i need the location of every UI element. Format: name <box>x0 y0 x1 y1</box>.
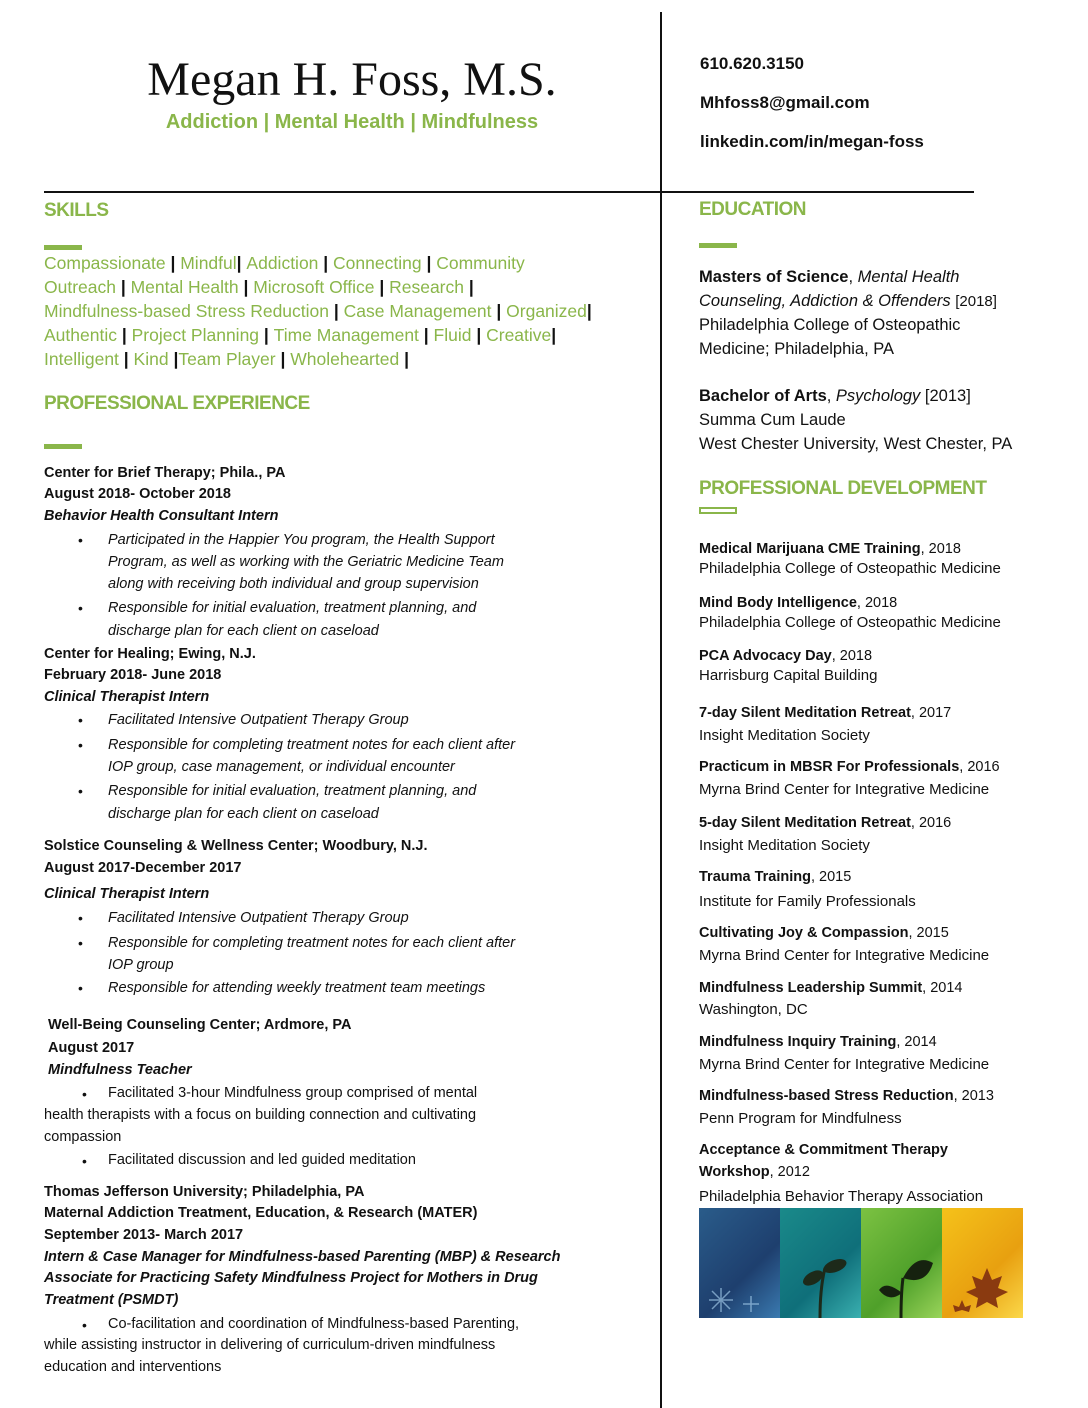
skill-separator: | <box>236 253 247 273</box>
development-title-text: Mindfulness Inquiry Training <box>699 1034 897 1050</box>
bullet-text: Program, as well as working with the Geriatric Medicine Team <box>108 554 504 570</box>
school-name: Philadelphia College of Osteopathic <box>699 316 961 334</box>
skill-item: Intelligent <box>44 349 119 369</box>
job-org: Thomas Jefferson University; Philadelphia, PA <box>44 1184 365 1200</box>
bullet-text: discharge plan for each client on caseload <box>108 623 379 639</box>
job-dates: February 2018- June 2018 <box>44 667 222 683</box>
tagline: Addiction | Mental Health | Mindfulness <box>165 111 539 133</box>
spring-panel <box>780 1208 861 1318</box>
bullet-text: Participated in the Happier You program, the Health Support <box>108 532 495 548</box>
degree-name: Bachelor of Arts <box>699 387 827 405</box>
bullet-text: Responsible for initial evaluation, treatment planning, and <box>108 783 477 799</box>
development-item-org: Penn Program for Mindfulness <box>699 1110 902 1127</box>
bullet-text: Responsible for attending weekly treatment team meetings <box>108 980 486 996</box>
job-title: Clinical Therapist Intern <box>44 689 210 705</box>
bullet-text: Responsible for completing treatment notes for each client after <box>108 737 516 753</box>
skill-separator: | <box>471 325 487 345</box>
bullet-text: while assisting instructor in delivering of curriculum-driven mindfulness <box>44 1337 496 1353</box>
bullet-dot: • <box>78 910 83 926</box>
job-dates: August 2018- October 2018 <box>44 486 231 502</box>
degree-year: [2013] <box>924 387 971 405</box>
skill-item: Community <box>436 253 525 273</box>
skill-separator: | <box>399 349 409 369</box>
development-item-title <box>699 1034 937 1050</box>
skill-item: Time Management <box>273 325 419 345</box>
skills-line <box>44 323 624 347</box>
job-title: Behavior Health Consultant Intern <box>44 508 279 524</box>
school-name: West Chester University, West Chester, PA <box>699 435 1013 453</box>
development-title-text: Cultivating Joy & Compassion <box>699 925 909 941</box>
candidate-name: Megan H. Foss, M.S. <box>147 53 557 106</box>
development-item-title <box>699 925 949 941</box>
bullet-dot: • <box>78 783 83 799</box>
development-item-title <box>699 541 961 557</box>
development-year: , 2017 <box>910 705 952 721</box>
bullet-dot: • <box>78 980 83 996</box>
development-item-title <box>699 595 897 611</box>
skill-item: Case Management <box>343 301 492 321</box>
job-title: Associate for Practicing Safety Mindfulness Project for Mothers in Drug <box>44 1270 538 1286</box>
development-title-text: PCA Advocacy Day <box>699 648 832 664</box>
bullet-dot: • <box>78 935 83 951</box>
skill-item: Mindfulness-based Stress Reduction <box>44 301 330 321</box>
bullet-dot: • <box>78 532 83 548</box>
column-divider <box>660 12 662 1408</box>
bullet-text: Facilitated 3-hour Mindfulness group comprised of mental <box>108 1085 478 1101</box>
header-divider <box>44 191 974 193</box>
skill-separator: | <box>464 277 474 297</box>
development-accent-bar <box>699 507 737 514</box>
development-item-org: Institute for Family Professionals <box>699 893 916 910</box>
development-year: , 2018 <box>831 648 873 664</box>
skill-item: Fluid <box>433 325 472 345</box>
development-item-org: Insight Meditation Society <box>699 837 870 854</box>
education-accent-bar <box>699 243 737 248</box>
experience-accent-bar <box>44 444 82 449</box>
linkedin-url: linkedin.com/in/megan-foss <box>700 132 924 151</box>
skill-item: Wholehearted <box>290 349 400 369</box>
skills-accent-bar <box>44 245 82 250</box>
bullet-text: Co-facilitation and coordination of Mindfulness-based Parenting, <box>108 1316 520 1332</box>
skill-item: Project Planning <box>131 325 260 345</box>
skills-line <box>44 275 624 299</box>
job-org-secondary: Maternal Addiction Treatment, Education, & Research (MATER) <box>44 1205 478 1221</box>
job-title: Treatment (PSMDT) <box>44 1292 179 1308</box>
snowflake-icon <box>699 1208 780 1318</box>
skill-item: Addiction <box>246 253 319 273</box>
bullet-text: compassion <box>44 1129 122 1145</box>
development-title-text: Mindfulness-based Stress Reduction <box>699 1088 954 1104</box>
development-item-org: Myrna Brind Center for Integrative Medicine <box>699 1056 990 1073</box>
bullet-text: health therapists with a focus on building connection and cultivating <box>44 1107 477 1123</box>
job-org: Well-Being Counseling Center; Ardmore, PA <box>48 1017 352 1033</box>
skill-separator: | <box>259 325 274 345</box>
bullet-dot: • <box>78 712 83 728</box>
development-year: , 2016 <box>910 815 952 831</box>
degree-line: Bachelor of Arts, Psychology [2013] <box>699 387 971 405</box>
education-heading: EDUCATION <box>699 199 807 220</box>
development-item-title <box>699 1164 810 1180</box>
development-title-text: Trauma Training <box>699 869 811 885</box>
development-item-org: Philadelphia College of Osteopathic Medicine <box>699 614 1001 631</box>
development-year: , 2016 <box>959 759 1000 775</box>
development-item-title <box>699 705 951 721</box>
skill-separator: | <box>165 253 181 273</box>
development-year: , 2012 <box>769 1164 810 1180</box>
leaf-plant-icon <box>861 1208 942 1318</box>
bullet-text: along with receiving both individual and group supervision <box>108 576 479 592</box>
skills-heading: SKILLS <box>44 200 109 221</box>
skills-line <box>44 347 624 371</box>
development-title-text: Acceptance & Commitment Therapy <box>699 1142 948 1158</box>
degree-name: Masters of Science <box>699 268 849 286</box>
summer-panel <box>861 1208 942 1318</box>
development-item-org: Insight Meditation Society <box>699 727 870 744</box>
job-dates: August 2017-December 2017 <box>44 860 242 876</box>
development-title-text: Workshop <box>699 1164 770 1180</box>
degree-honors: Summa Cum Laude <box>699 411 846 429</box>
development-item-org: Washington, DC <box>699 1001 808 1018</box>
skill-item: Connecting <box>333 253 422 273</box>
skill-separator: | <box>118 349 134 369</box>
skill-separator: | <box>168 349 179 369</box>
development-title-text: Medical Marijuana CME Training <box>699 541 921 557</box>
development-year: , 2013 <box>953 1088 994 1104</box>
skill-separator: | <box>491 301 507 321</box>
degree-field: Mental Health <box>857 268 960 286</box>
email-address: Mhfoss8@gmail.com <box>700 93 870 112</box>
development-year: , 2015 <box>811 869 852 885</box>
development-heading: PROFESSIONAL DEVELOPMENT <box>699 478 987 499</box>
skill-separator: | <box>116 325 132 345</box>
skill-separator: | <box>318 253 334 273</box>
development-title-text: 7-day Silent Meditation Retreat <box>699 705 911 721</box>
development-year: , 2014 <box>922 980 963 996</box>
bullet-text: Responsible for completing treatment notes for each client after <box>108 935 516 951</box>
bullet-text: Facilitated discussion and led guided meditation <box>108 1152 416 1168</box>
development-item-org: Myrna Brind Center for Integrative Medicine <box>699 781 990 798</box>
school-location: Medicine; Philadelphia, PA <box>699 340 895 358</box>
development-year: , 2018 <box>920 541 961 557</box>
skill-separator: | <box>115 277 131 297</box>
bullet-dot: • <box>78 600 83 616</box>
bullet-text: Facilitated Intensive Outpatient Therapy Group <box>108 910 409 926</box>
bullet-dot: • <box>82 1317 87 1333</box>
skills-list <box>44 251 624 371</box>
skill-separator: | <box>329 301 344 321</box>
development-item-title <box>699 1088 994 1104</box>
development-title-text: Mind Body Intelligence <box>699 595 857 611</box>
bullet-dot: • <box>82 1153 87 1169</box>
development-item-title <box>699 759 1000 775</box>
degree-field: Counseling, Addiction & Offenders <box>699 292 951 310</box>
skills-line <box>44 251 624 275</box>
bullet-text: Responsible for initial evaluation, treatment planning, and <box>108 600 477 616</box>
bullet-dot: • <box>78 737 83 753</box>
skill-item: Microsoft Office <box>253 277 375 297</box>
skill-item: Mental Health <box>130 277 239 297</box>
degree-line: Masters of Science, Mental Health <box>699 268 960 286</box>
degree-year: [2018] <box>955 293 997 310</box>
skills-line <box>44 299 624 323</box>
development-year: , 2014 <box>896 1034 937 1050</box>
job-org: Solstice Counseling & Wellness Center; Woodbury, N.J. <box>44 838 428 854</box>
job-title: Intern & Case Manager for Mindfulness-based Parenting (MBP) & Research <box>44 1249 561 1265</box>
skill-separator: | <box>238 277 254 297</box>
degree-line <box>699 289 997 314</box>
skill-item: Mindful <box>180 253 237 273</box>
skill-item: Outreach <box>44 277 116 297</box>
job-title: Mindfulness Teacher <box>48 1062 192 1078</box>
maple-leaf-icon <box>942 1208 1023 1318</box>
bullet-dot: • <box>82 1086 87 1102</box>
development-item-title <box>699 648 872 664</box>
bullet-text: Facilitated Intensive Outpatient Therapy Group <box>108 712 409 728</box>
development-title-text: Practicum in MBSR For Professionals <box>699 759 960 775</box>
skill-item: Organized <box>506 301 587 321</box>
job-title: Clinical Therapist Intern <box>44 886 210 902</box>
development-item-org: Philadelphia College of Osteopathic Medicine <box>699 560 1001 577</box>
skill-separator: | <box>275 349 291 369</box>
autumn-panel <box>942 1208 1023 1318</box>
skill-separator: | <box>374 277 390 297</box>
bullet-text: IOP group <box>108 957 174 973</box>
development-item-title <box>699 980 963 996</box>
development-item-org: Harrisburg Capital Building <box>699 667 878 684</box>
skill-separator: | <box>421 253 437 273</box>
skill-item: Kind <box>133 349 169 369</box>
bullet-text: discharge plan for each client on caseload <box>108 806 379 822</box>
bullet-text: education and interventions <box>44 1359 222 1375</box>
skill-separator: | <box>418 325 434 345</box>
development-item-org: Myrna Brind Center for Integrative Medicine <box>699 947 990 964</box>
bullet-text: IOP group, case management, or individual encounter <box>108 759 455 775</box>
development-year: , 2015 <box>908 925 949 941</box>
winter-panel <box>699 1208 780 1318</box>
skill-item: Research <box>389 277 464 297</box>
development-item-title <box>699 869 851 885</box>
seasons-banner-image <box>699 1208 1023 1318</box>
skill-separator: | <box>586 301 592 321</box>
development-title-text: 5-day Silent Meditation Retreat <box>699 815 911 831</box>
development-year: , 2018 <box>856 595 898 611</box>
skill-item: Creative <box>486 325 552 345</box>
job-org: Center for Brief Therapy; Phila., PA <box>44 465 286 481</box>
development-item-title <box>699 815 951 831</box>
skill-item: Team Player <box>178 349 276 369</box>
job-org: Center for Healing; Ewing, N.J. <box>44 646 256 662</box>
job-dates: September 2013- March 2017 <box>44 1227 244 1243</box>
skill-item: Authentic <box>44 325 117 345</box>
skill-separator: | <box>551 325 557 345</box>
job-dates: August 2017 <box>48 1040 135 1056</box>
sprout-icon <box>780 1208 861 1318</box>
development-item-org: Philadelphia Behavior Therapy Association <box>699 1188 984 1205</box>
skill-item: Compassionate <box>44 253 166 273</box>
development-item-title <box>699 1142 948 1158</box>
development-title-text: Mindfulness Leadership Summit <box>699 980 923 996</box>
degree-field: Psychology <box>835 387 921 405</box>
phone-number: 610.620.3150 <box>700 54 804 73</box>
experience-heading: PROFESSIONAL EXPERIENCE <box>44 393 310 414</box>
